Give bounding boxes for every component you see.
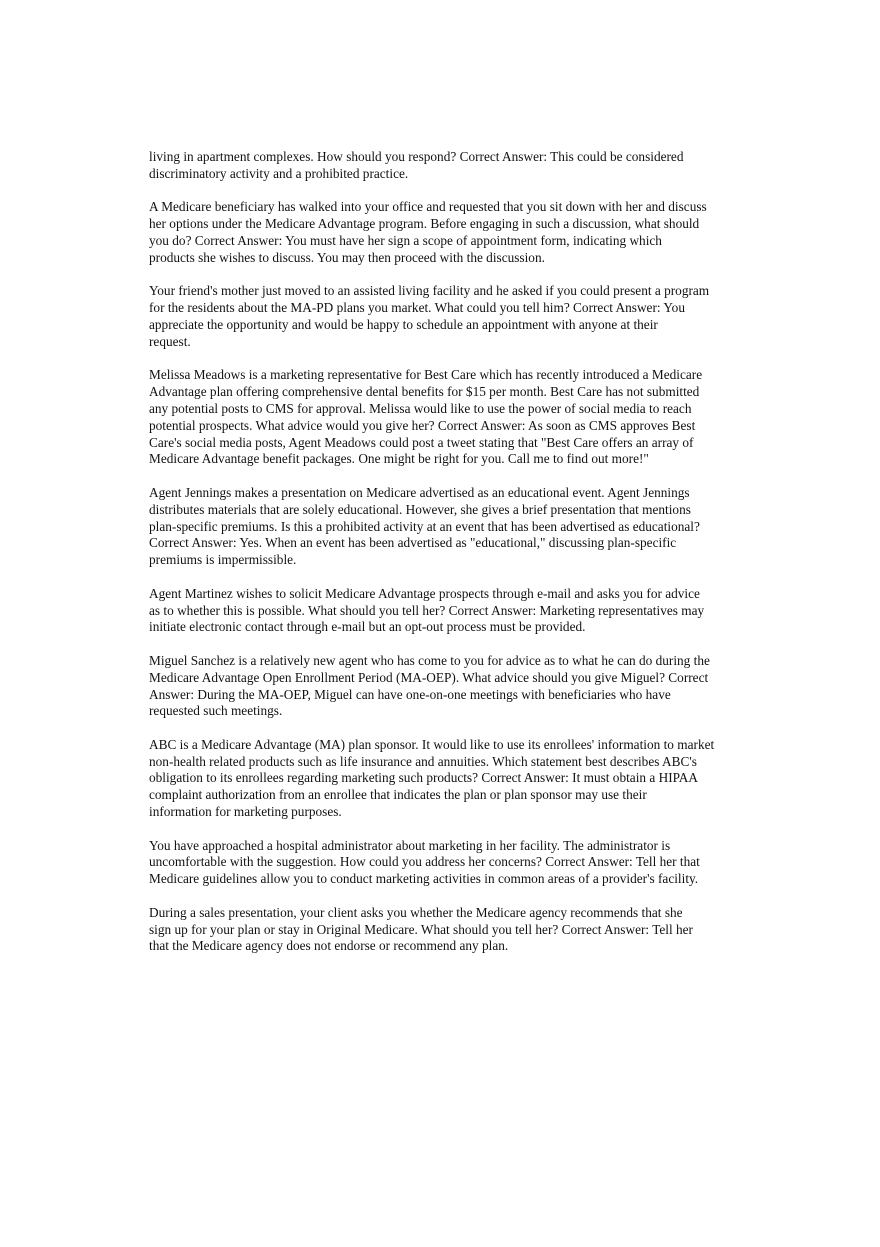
paragraph-6: Agent Martinez wishes to solicit Medicare Advantage prospects through e-mail and asks you for advice as to whether this is possible. What should you tell her? Correct Answer: Marketing representatives may initiate electronic contact through e-mail but an opt-out process must be provided. — [149, 585, 705, 635]
paragraph-8: ABC is a Medicare Advantage (MA) plan sponsor. It would like to use its enrollees' information to market non-health related products such as life insurance and annuities. Which statement best describes ABC's obligation to its enrollees regarding marketing such products? Correct Answer: It must obtain a HIPAA complaint authorization from an enrollee that indicates the plan or plan sponsor may use their information for marketing purposes. — [149, 736, 715, 820]
paragraph-3: Your friend's mother just moved to an assisted living facility and he asked if you could present a program for the residents about the MA-PD plans you market. What could you tell him? Correct Answer: You appreciate the opportunity and would be happy to schedule an appointment with anyone at their request. — [149, 283, 710, 349]
paragraph-9: You have approached a hospital administrator about marketing in her facility. The administrator is uncomfortable with the suggestion. How could you address her concerns? Correct Answer: Tell her that Medicare guidelines allow you to conduct marketing activities in common areas of a provider's facility. — [149, 837, 700, 887]
paragraph-4: Melissa Meadows is a marketing representative for Best Care which has recently introduced a Medicare Advantage plan offering comprehensive dental benefits for $15 per month. Best Care has not submitted any potential posts to CMS for approval. Melissa would like to use the power of social media to reach potential prospects. What advice would you give her? Correct Answer: As soon as CMS approves Best Care's social media posts, Agent Meadows could post a tweet stating that "Best Care offers an array of Medicare Advantage benefit packages. One might be right for you. Call me to find out more!" — [149, 367, 703, 467]
paragraph-5: Agent Jennings makes a presentation on Medicare advertised as an educational event. Agent Jennings distributes materials that are solely educational. However, she gives a brief presentation that mentions plan-specific premiums. Is this a prohibited activity at an event that has been advertised as educational? Correct Answer: Yes. When an event has been advertised as "educational," discussing plan-specific premiums is impermissible. — [149, 484, 700, 568]
paragraph-7: Miguel Sanchez is a relatively new agent who has come to you for advice as to what he can do during the Medicare Advantage Open Enrollment Period (MA-OEP). What advice should you give Miguel? Correct Answer: During the MA-OEP, Miguel can have one-on-one meetings with beneficiaries who have requested such meetings. — [149, 652, 710, 719]
document-body — [149, 149, 739, 972]
paragraph-2: A Medicare beneficiary has walked into your office and requested that you sit down with her and discuss her options under the Medicare Advantage program. Before engaging in such a discussion, what should you do? Correct Answer: You must have her sign a scope of appointment form, indicating which products she wishes to discuss. You may then proceed with the discussion. — [149, 199, 707, 265]
paragraph-1: living in apartment complexes. How should you respond? Correct Answer: This could be considered discriminatory activity and a prohibited practice. — [149, 149, 684, 181]
paragraph-10: During a sales presentation, your client asks you whether the Medicare agency recommends that she sign up for your plan or stay in Original Medicare. What should you tell her? Correct Answer: Tell her that the Medicare agency does not endorse or recommend any plan. — [149, 904, 693, 954]
